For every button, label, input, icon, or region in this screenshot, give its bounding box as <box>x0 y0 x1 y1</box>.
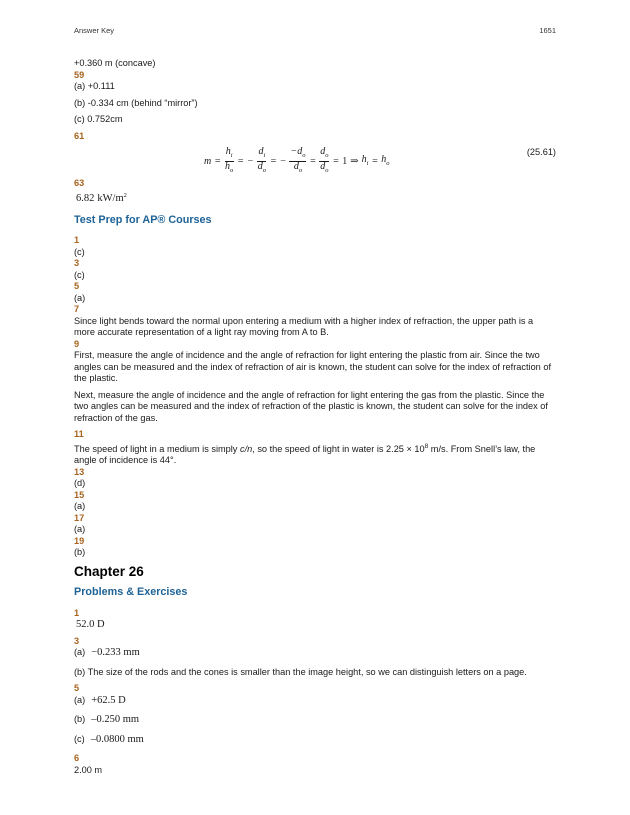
page-header <box>74 26 556 35</box>
answer-text: Since light bends toward the normal upon entering a medium with a higher index of refraction, the upper path is a more accurate representation of a light ray moving from A to B. <box>74 315 534 337</box>
answer-text <box>74 441 556 467</box>
exponent: 8 <box>424 442 429 450</box>
math-exponent: 2 <box>123 191 127 199</box>
text-part: m/s. From Snell’s law, the angle of incidence is 44°. <box>74 443 536 466</box>
math-value: –0.0800 mm <box>90 733 144 745</box>
math-value: +62.5 D <box>91 694 126 706</box>
equation-body: m = $\frac{h_i}{h_o}$ = − $\frac{d_i}{d_o}$ = − $\frac{-d_o}{d_o}$ = $\frac{d_o}{d_o}$ = 1 ⇒ $h_i$ = $h_o$ <box>204 146 390 174</box>
answer-text: (c) 0.752cm <box>74 114 123 124</box>
section-heading: Problems & Exercises <box>74 586 188 599</box>
labeled-math-answer <box>74 695 556 707</box>
answer-text: (a) <box>74 292 86 303</box>
labeled-math-answer <box>74 734 556 746</box>
problem-number: 5 <box>74 281 80 291</box>
text-italic: c/n <box>239 443 253 454</box>
problem-number: 5 <box>74 683 80 694</box>
answer-text: (a) <box>74 501 86 512</box>
chapter-heading: Chapter 26 <box>74 563 144 579</box>
problem-number: 61 <box>74 130 85 141</box>
answer-text: (b) The size of the rods and the cones is smaller than the image height, so we can distinguish letters on a page. <box>74 666 527 677</box>
labeled-math-answer <box>74 647 556 659</box>
problem-number: 17 <box>74 512 85 523</box>
problem-number: 19 <box>74 535 85 546</box>
math-answer <box>74 619 556 631</box>
problem-number: 3 <box>74 258 80 268</box>
answer-text: (b) -0.334 cm (behind “mirror”) <box>74 97 198 108</box>
section-heading: Test Prep for AP® Courses <box>74 213 212 226</box>
problem-number: 15 <box>74 489 85 500</box>
magnification-equation <box>74 145 556 174</box>
part-label: (b) <box>74 714 86 725</box>
answer-text: (d) <box>74 478 86 489</box>
answer-text: (b) <box>74 547 86 558</box>
header-title: Answer Key <box>74 26 115 35</box>
part-label: (a) <box>74 694 86 705</box>
part-label: (c) <box>74 733 85 744</box>
answer-text: First, measure the angle of incidence and the angle of refraction for light entering the plastic from air. Since the two angles can be measured and the index of refraction of air is known, the student can solve for the index of refraction of the plastic. <box>74 350 552 383</box>
problem-number: 6 <box>74 753 80 764</box>
problem-number: 9 <box>74 338 80 349</box>
page-number: 1651 <box>539 26 556 35</box>
text-part: , so the speed of light in water is 2.25 × 10 <box>252 443 425 454</box>
answer-text: (c) <box>74 269 85 280</box>
math-value: 6.82 <box>76 193 95 204</box>
answer-text: (c) <box>74 246 85 257</box>
problem-number: 59 <box>74 69 85 80</box>
part-label: (a) <box>74 647 86 658</box>
problem-number: 3 <box>74 635 80 646</box>
answer-text: (a) <box>74 524 86 535</box>
answer-text: +0.360 m (concave) <box>74 58 156 68</box>
text-part: The speed of light in a medium is simply <box>74 443 240 454</box>
problem-number: 1 <box>74 235 80 245</box>
math-unit: kW/m <box>97 193 124 204</box>
equation-number: (25.61) <box>526 147 556 157</box>
problem-number: 7 <box>74 304 80 314</box>
math-value: −0.233 mm <box>91 647 140 659</box>
problem-number: 13 <box>74 466 85 477</box>
problem-number: 1 <box>74 607 80 618</box>
answer-text: Next, measure the angle of incidence and the angle of refraction for light entering the gas from the plastic. Since the two angles can be measured and the index of refraction of the plastic is known, the student can solve for the index of refraction of the gas. <box>74 389 548 423</box>
problem-number: 63 <box>74 178 85 188</box>
math-value: 52.0 D <box>76 619 105 631</box>
answer-text: (a) +0.111 <box>74 81 115 91</box>
math-answer <box>74 190 556 205</box>
labeled-math-answer <box>74 714 556 726</box>
answer-text: 2.00 m <box>74 764 103 775</box>
problem-number: 11 <box>74 429 84 439</box>
answer-key-content <box>74 58 556 776</box>
math-value: –0.250 mm <box>91 714 140 726</box>
